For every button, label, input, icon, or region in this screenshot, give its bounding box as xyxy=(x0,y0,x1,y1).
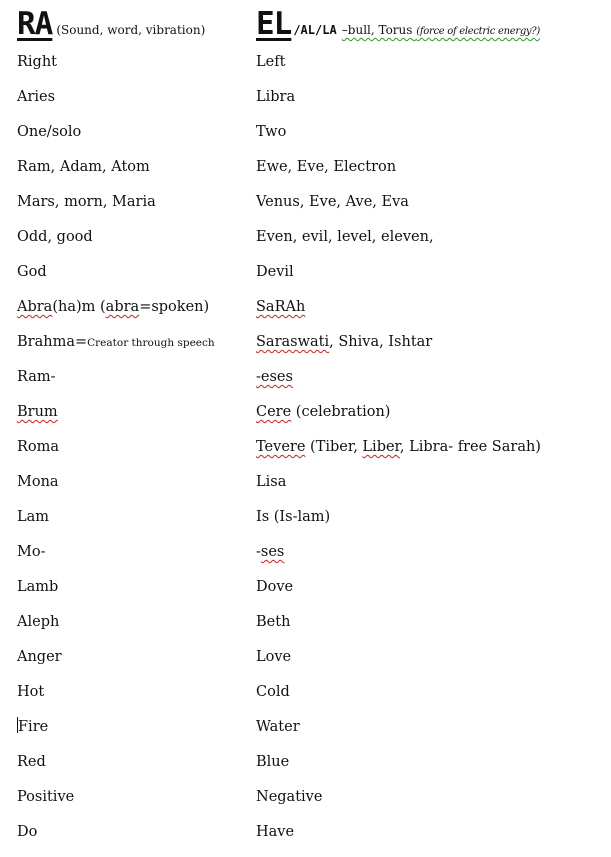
ra-cell: Right xyxy=(17,54,58,70)
ra-cell xyxy=(17,297,209,317)
header xyxy=(0,6,611,46)
el-heading xyxy=(256,6,540,42)
table-row xyxy=(0,577,611,612)
el-cell: Dove xyxy=(256,579,294,595)
el-cell: Even, evil, level, eleven, xyxy=(256,229,434,245)
el-cell xyxy=(256,297,305,317)
ra-cell: Do xyxy=(17,824,38,840)
el-cell-part: Tevere xyxy=(256,439,306,455)
table-row xyxy=(0,507,611,542)
el-cell xyxy=(256,437,541,457)
el-cell: Cold xyxy=(256,684,290,700)
ra-cell: Mo- xyxy=(17,544,46,560)
ra-title: RA xyxy=(17,6,53,42)
ra-cell: God xyxy=(17,264,47,280)
ra-cell: Positive xyxy=(17,789,75,805)
el-cell: Venus, Eve, Ave, Eva xyxy=(256,194,409,210)
ra-cell: Mars, morn, Maria xyxy=(17,194,156,210)
table-row xyxy=(0,542,611,577)
table-row xyxy=(0,472,611,507)
ra-cell-part: Brahma= xyxy=(17,334,88,350)
el-cell: -eses xyxy=(256,369,293,385)
ra-cell: Aleph xyxy=(17,614,60,630)
el-variants: /AL/LA xyxy=(293,23,337,37)
table-row xyxy=(0,297,611,332)
table-row xyxy=(0,717,611,752)
el-cell-part: Saraswati xyxy=(256,334,330,350)
ra-cell: Hot xyxy=(17,684,45,700)
ra-cell xyxy=(17,717,48,737)
el-cell-part: - xyxy=(256,544,261,560)
table-row xyxy=(0,752,611,787)
table-row xyxy=(0,367,611,402)
ra-cell: Ram, Adam, Atom xyxy=(17,159,150,175)
ra-cell xyxy=(17,402,58,422)
ra-cell xyxy=(17,332,215,353)
el-cell-part: (celebration) xyxy=(291,404,391,420)
ra-cell: Ram- xyxy=(17,369,56,385)
ra-cell-part: Creator through speech xyxy=(87,337,215,349)
ra-cell-part: (ha)m ( xyxy=(52,299,106,315)
el-cell: Water xyxy=(256,719,300,735)
el-cell: Love xyxy=(256,649,292,665)
word-table xyxy=(0,52,611,857)
table-row xyxy=(0,87,611,122)
el-cell xyxy=(256,332,432,352)
el-cell: Libra xyxy=(256,89,296,105)
el-cell: Two xyxy=(256,124,287,140)
table-row xyxy=(0,52,611,87)
el-cell: Lisa xyxy=(256,474,287,490)
ra-cell: Lamb xyxy=(17,579,59,595)
ra-cell: Roma xyxy=(17,439,60,455)
table-row xyxy=(0,402,611,437)
ra-cell-part: Brum xyxy=(17,404,58,420)
ra-cell: Mona xyxy=(17,474,59,490)
table-row xyxy=(0,822,611,857)
table-row xyxy=(0,682,611,717)
ra-cell: Aries xyxy=(17,89,56,105)
ra-cell-part: Abra xyxy=(17,299,53,315)
table-row xyxy=(0,122,611,157)
el-cell: Beth xyxy=(256,614,291,630)
table-row xyxy=(0,157,611,192)
el-subtitle xyxy=(342,23,540,37)
table-row xyxy=(0,612,611,647)
table-row xyxy=(0,192,611,227)
table-row xyxy=(0,647,611,682)
el-cell-part: , Libra- free Sarah) xyxy=(399,439,541,455)
el-cell xyxy=(256,402,390,422)
ra-heading xyxy=(17,6,205,42)
table-row xyxy=(0,262,611,297)
el-cell-part: (Tiber, xyxy=(305,439,363,455)
el-subtitle-text: –bull, Torus xyxy=(341,23,413,37)
ra-cell: Odd, good xyxy=(17,229,93,245)
table-row xyxy=(0,787,611,822)
el-cell: Devil xyxy=(256,264,294,280)
el-cell-part: Cere xyxy=(256,404,292,420)
el-cell-part: Liber xyxy=(362,439,400,455)
ra-subtitle: (Sound, word, vibration) xyxy=(56,23,206,37)
el-cell: Ewe, Eve, Electron xyxy=(256,159,397,175)
table-row xyxy=(0,437,611,472)
ra-cell: One/solo xyxy=(17,124,82,140)
el-cell: Negative xyxy=(256,789,323,805)
el-cell: Have xyxy=(256,824,295,840)
el-cell-part: ses xyxy=(260,544,285,560)
el-title: EL xyxy=(256,6,292,42)
el-cell-part: SaRAh xyxy=(256,299,306,315)
table-row xyxy=(0,227,611,262)
el-cell xyxy=(256,542,284,562)
ra-cell: Anger xyxy=(17,649,62,665)
ra-cell-part: abra xyxy=(105,299,140,315)
ra-cell-part: Fire xyxy=(18,719,49,735)
el-cell: Blue xyxy=(256,754,290,770)
el-cell-part: , Shiva, Ishtar xyxy=(329,334,433,350)
table-row xyxy=(0,332,611,367)
el-note: (force of electric energy?) xyxy=(416,26,540,37)
el-cell: Is (Is-lam) xyxy=(256,509,331,525)
el-cell: Left xyxy=(256,54,286,70)
ra-cell: Red xyxy=(17,754,46,770)
ra-cell-part: =spoken) xyxy=(139,299,210,315)
ra-cell: Lam xyxy=(17,509,50,525)
